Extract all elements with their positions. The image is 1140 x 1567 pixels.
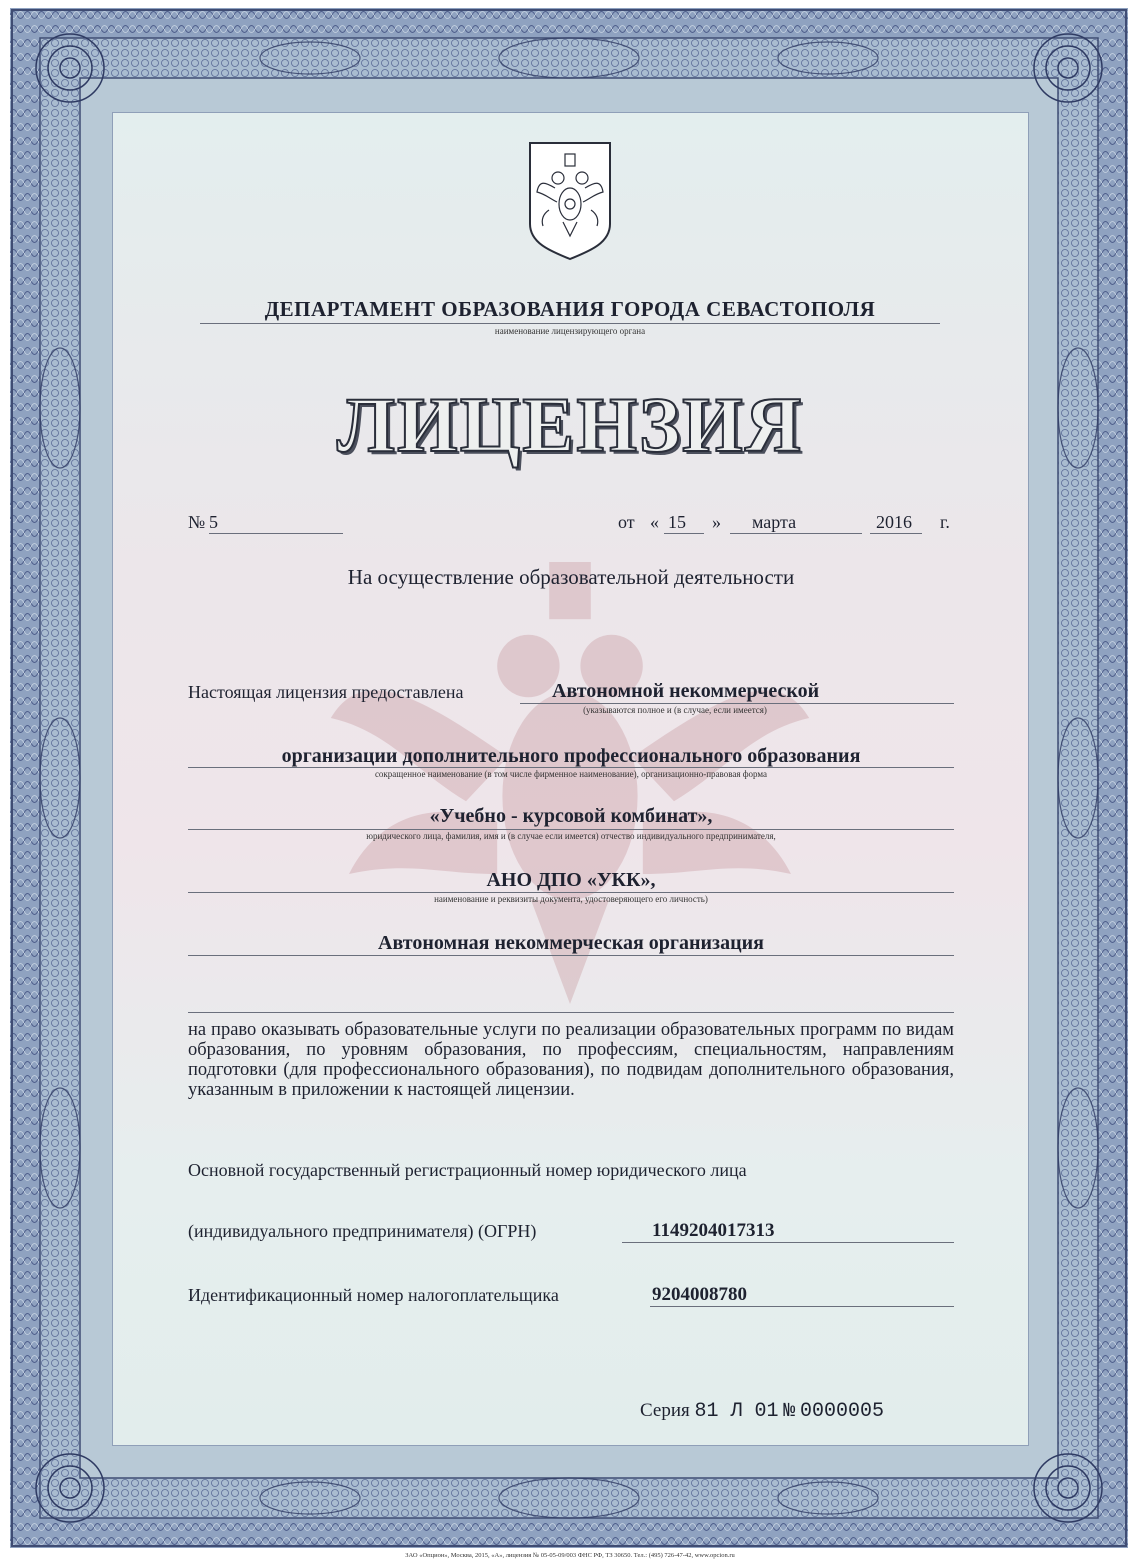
ogrn-label-line-1: Основной государственный регистрационный номер юридического лица	[188, 1160, 747, 1180]
date-suffix: г.	[940, 512, 950, 532]
printer-footer: ЗАО «Опцион», Москва, 2015, «А», лицензия № 05-05-09/003 ФНС РФ, ТЗ 30650. Тел.: (495) 726-47-42, www.opcion.ru	[405, 1552, 735, 1559]
grantee-underline-1	[520, 703, 954, 704]
day-underline	[664, 533, 704, 534]
series-value: 81 Л 01	[694, 1400, 779, 1423]
rights-paragraph: на право оказывать образовательные услуги по реализации образовательных программ по видам образования, по уровням образования, по профессиям, специальностям, направлениям подготовки (для профессионального образования), по подвидам дополнительного образования, указанным в приложении к настоящей лицензии.	[188, 1020, 954, 1100]
grantee-caption-3: юридического лица, фамилия, имя и (в случае если имеется) отчество индивидуального предпринимателя,	[366, 831, 776, 841]
ogrn-underline	[622, 1242, 954, 1243]
coat-of-arms-icon	[527, 140, 613, 262]
date-close-quote: »	[712, 512, 721, 532]
series-line	[640, 1400, 960, 1423]
grantee-caption-1: (указываются полное и (в случае, если имеется)	[583, 705, 767, 715]
license-number: 5	[209, 512, 218, 532]
grantee-underline-5	[188, 955, 954, 956]
issuer-name: ДЕПАРТАМЕНТ ОБРАЗОВАНИЯ ГОРОДА СЕВАСТОПОЛЯ	[264, 297, 876, 321]
grantee-line-5: Автономная некоммерческая организация	[378, 932, 764, 954]
series-number: 0000005	[800, 1400, 885, 1423]
ogrn-value: 1149204017313	[652, 1220, 775, 1241]
date-prefix: от	[618, 512, 635, 532]
year-underline	[870, 533, 922, 534]
ogrn-label-line-2: (индивидуального предпринимателя) (ОГРН)	[188, 1221, 537, 1241]
issuer-caption: наименование лицензирующего органа	[494, 326, 646, 336]
grantee-intro: Настоящая лицензия предоставлена	[188, 682, 464, 702]
grantee-line-2: организации дополнительного профессионального образования	[281, 745, 861, 767]
series-number-sign: №	[783, 1400, 796, 1423]
inn-label: Идентификационный номер налогоплательщика	[188, 1285, 559, 1305]
inn-underline	[650, 1306, 954, 1307]
grantee-underline-3	[188, 829, 954, 830]
grantee-line-1: Автономной некоммерческой	[552, 680, 820, 702]
date-day: 15	[668, 512, 686, 532]
issuer-underline	[200, 323, 940, 324]
date-open-quote: «	[650, 512, 659, 532]
document-title: ЛИЦЕНЗИЯ	[336, 381, 804, 468]
grantee-caption-4: наименование и реквизиты документа, удостоверяющего его личность)	[434, 894, 708, 904]
date-year: 2016	[876, 512, 912, 532]
grantee-caption-2: сокращенное наименование (в том числе фирменное наименование), организационно-правовая форма	[374, 769, 768, 779]
date-month: марта	[752, 512, 797, 532]
inn-value: 9204008780	[652, 1284, 747, 1305]
license-number-prefix: №	[188, 512, 206, 532]
grantee-underline-2	[188, 767, 954, 768]
series-label: Серия	[640, 1400, 690, 1421]
month-underline	[730, 533, 862, 534]
grantee-line-4: АНО ДПО «УКК»,	[486, 869, 656, 891]
grantee-line-3: «Учебно - курсовой комбинат»,	[429, 805, 713, 827]
blank-underline	[188, 1012, 954, 1013]
number-underline	[209, 533, 343, 534]
grantee-underline-4	[188, 892, 954, 893]
license-purpose: На осуществление образовательной деятельности	[347, 565, 795, 589]
